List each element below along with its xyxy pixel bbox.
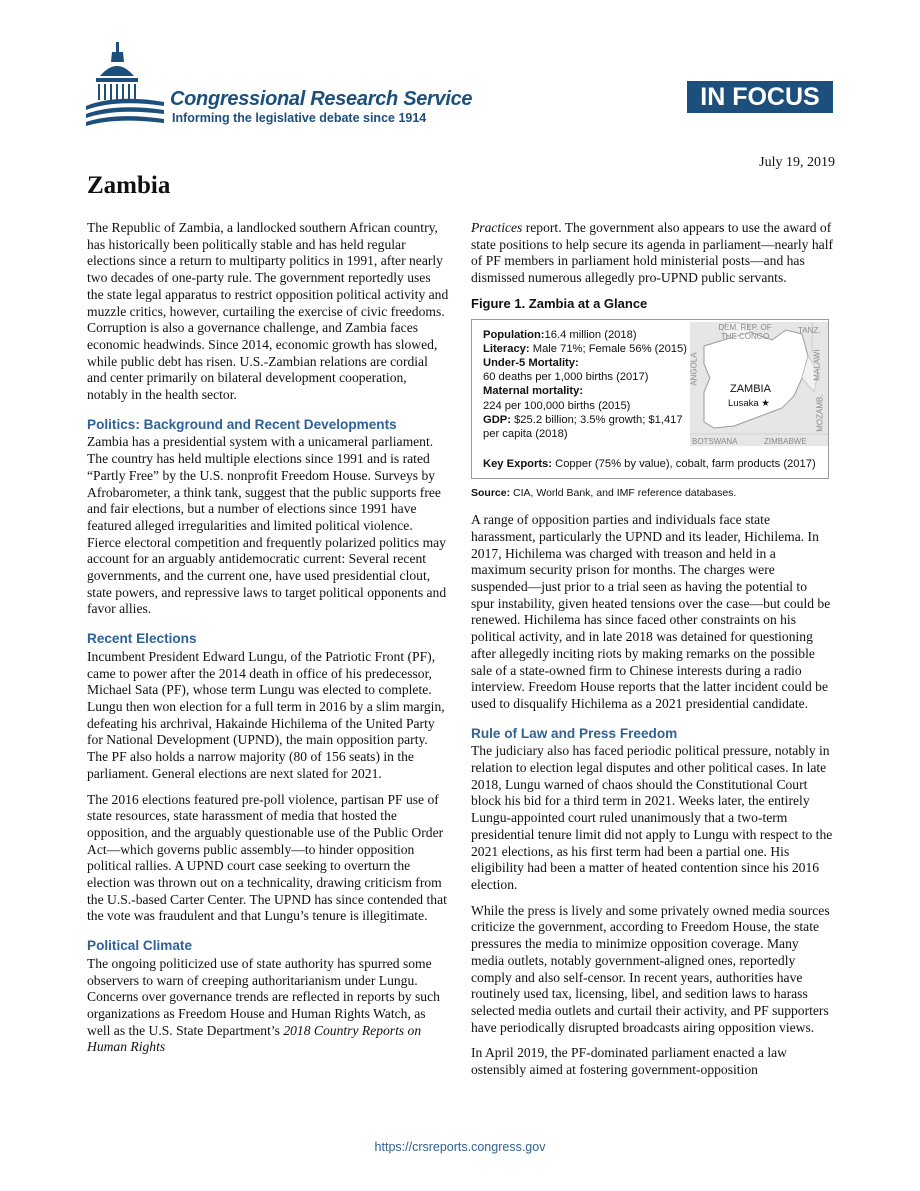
zambia-map <box>690 322 828 446</box>
elections-paragraph-1: Incumbent President Edward Lungu, of the Patriotic Front (PF), came to power after the 2014 death in office of his predecessor, Michael Sata (PF), whose term Lungu was elected to complete. Lungu then won election for a full term in 2016 by a slim margin, defeating his archrival, Hakainde Hichilema of the United Party for National Development (UPND), the main opposition party. The PF also holds a narrow majority (80 of 156 seats) in the parliament. General elections are next slated for 2021. <box>87 648 445 781</box>
climate-paragraph <box>87 956 449 1056</box>
page-title: Zambia <box>87 172 171 199</box>
right-column <box>471 220 833 1088</box>
footer-link[interactable]: https://crsreports.congress.gov <box>374 1140 546 1154</box>
map-label-mozambique: MOZAMB. <box>815 393 825 432</box>
politics-paragraph: Zambia has a presidential system with a unicameral parliament. The country has held multiple elections since 1991 and is rated “Partly Free” by the U.S. nonprofit Freedom House. Surveys by Afrobarometer, a think tank, suggest that the public supports free and fair elections, but a number of elections since 1991 have featured alleged irregularities and limited political violence. Fierce electoral competition and frequently polarized politics may account for an arguably antidemocratic current: Several recent governments, and the current one, have used presidential clout, state powers, and repressive laws to target political opponents and favor allies. <box>87 434 447 617</box>
map-label-zambia: ZAMBIA <box>730 382 771 395</box>
key-exports <box>483 457 816 471</box>
map-label-tanzania: TANZ. <box>798 325 821 335</box>
continued-paragraph <box>471 220 833 287</box>
org-tagline: Informing the legislative debate since 1914 <box>172 111 427 125</box>
elections-paragraph-2: The 2016 elections featured pre-poll violence, partisan PF use of state resources, state harassment of media that hosted the opposition, and the arguably questionable use of the Public Order Act—which governs public assembly—to hinder opposition political rallies. A UPND court case seeking to overturn the election was thrown out on a technicality, drawing criticism from the U.S.-based Carter Center. The UPND has since contended that the vote was fraudulent and that Lungu’s tenure is illegitimate. <box>87 791 447 924</box>
figure-title: Figure 1. Zambia at a Glance <box>471 295 648 311</box>
maternal-label: Maternal mortality: <box>483 385 584 398</box>
literacy-label: Literacy: <box>483 342 530 355</box>
header <box>0 0 920 140</box>
source-value: CIA, World Bank, and IMF reference databases. <box>510 486 737 499</box>
glance-stats <box>483 328 698 442</box>
report-date: July 19, 2019 <box>759 155 835 170</box>
population-value: 16.4 million (2018) <box>544 328 637 341</box>
report-title-italic-cont: Practices <box>471 220 523 235</box>
press-paragraph: While the press is lively and some privately owned media sources criticize the government, according to Freedom House, the state pressures the media to minimize opposition coverage. Many media outlets, notably government-aligned ones, reportedly comply and also self-censor. In recent years, authorities have routinely used tax, licensing, libel, and sedition laws to harass selected media outlets and curtail their activity, and PF supporters have periodically disrupted broadcasts airing opposition views. <box>471 902 830 1035</box>
source-label: Source: <box>471 486 511 499</box>
gdp-label: GDP: <box>483 413 511 426</box>
exports-label: Key Exports: <box>483 457 553 470</box>
in-focus-badge: IN FOCUS <box>687 81 833 113</box>
map-label-malawi: MALAWI <box>812 348 822 381</box>
map-label-botswana: BOTSWANA <box>692 436 738 446</box>
climate-text: The ongoing politicized use of state authority has spurred some observers to warn of creeping authoritarianism under Lungu. Concerns over governance trends are reflected in reports by such organizations as Freedom House and Human Rights Watch, as well as the U.S. State Department’s <box>87 955 440 1038</box>
population-label: Population: <box>483 328 545 341</box>
continued-text: report. The government also appears to use the award of state positions to help secure its agenda in parliament—nearly half of PF members in parliament hold ministerial posts—and has dismissed numerous allegedly pro-UPND public servants. <box>471 220 834 286</box>
map-label-angola: ANGOLA <box>690 351 699 386</box>
section-heading-politics: Politics: Background and Recent Developments <box>87 416 397 432</box>
law-paragraph: The judiciary also has faced periodic political pressure, notably in relation to election legal disputes and other political cases. In late 2018, Lungu warned of chaos should the Constitutional Court block his bid for a third term in 2021. Weeks later, the entirely Lungu-appointed court ruled unanimously that a two-term presidential tenure limit did not apply to Lungu with respect to the 2021 elections, as his first term had been a partial one. His eligibility had been a matter of heated contention since his 2016 election. <box>471 743 833 892</box>
gdp-value: $25.2 billion; 3.5% growth; $1,417 per capita (2018) <box>483 413 683 440</box>
figure-source <box>471 485 833 502</box>
under5-label: Under-5 Mortality: <box>483 356 579 369</box>
section-heading-law: Rule of Law and Press Freedom <box>471 725 678 741</box>
capitol-dome-logo <box>86 42 166 128</box>
figure-box <box>471 319 829 479</box>
report-title-italic: 2018 Country Reports on Human Rights <box>87 1022 422 1055</box>
org-name: Congressional Research Service <box>170 88 473 110</box>
maternal-value: 224 per 100,000 births (2015) <box>483 399 631 412</box>
exports-value: Copper (75% by value), cobalt, farm products (2017) <box>552 457 816 470</box>
opposition-paragraph: A range of opposition parties and individuals face state harassment, particularly the UPND and its leader, Hichilema. In 2017, Hichilema was charged with treason and held in a maximum security prison for months. The charges were suspended—just prior to a trial seen as having the potential to spur instability, given heated tensions over the case—but could be renewed. Hichilema has since faced other constraints on his political activity, and in late 2018 was detained for questioning after allegedly inciting riots by making remarks on the possible sale of a state-owned firm to Chinese interests during a radio interview. Freedom House reports that the latter incident could be used to disqualify Hichilema as a 2021 presidential candidate. <box>471 512 831 711</box>
section-heading-climate: Political Climate <box>87 938 193 954</box>
left-column <box>87 220 449 1065</box>
under5-value: 60 deaths per 1,000 births (2017) <box>483 371 649 384</box>
april-paragraph: In April 2019, the PF-dominated parliament enacted a law ostensibly aimed at fostering government-opposition <box>471 1045 787 1078</box>
map-label-zimbabwe: ZIMBABWE <box>764 436 807 446</box>
lusaka-text: Lusaka <box>728 397 759 409</box>
intro-paragraph: The Republic of Zambia, a landlocked southern African country, has historically been politically stable and has held regular elections since a return to multiparty politics in 1991, after nearly two decades of one-party rule. The government reportedly uses the state legal apparatus to restrict opposition political activity and muzzle critics, however, curtailing the exercise of civic freedoms. Corruption is also a governance challenge, and Zambia faces economic headwinds. Since 2014, economic growth has slowed, while public debt has risen. U.S.-Zambian relations are cordial and center primarily on bilateral development cooperation, notably in the health sector. <box>87 220 449 403</box>
capital-star-icon: ★ <box>761 397 770 409</box>
section-heading-elections: Recent Elections <box>87 631 197 647</box>
map-label-lusaka <box>728 397 770 411</box>
map-label-drc: DEM. REP. OF THE CONGO <box>718 322 772 341</box>
literacy-value: Male 71%; Female 56% (2015) <box>529 342 687 355</box>
